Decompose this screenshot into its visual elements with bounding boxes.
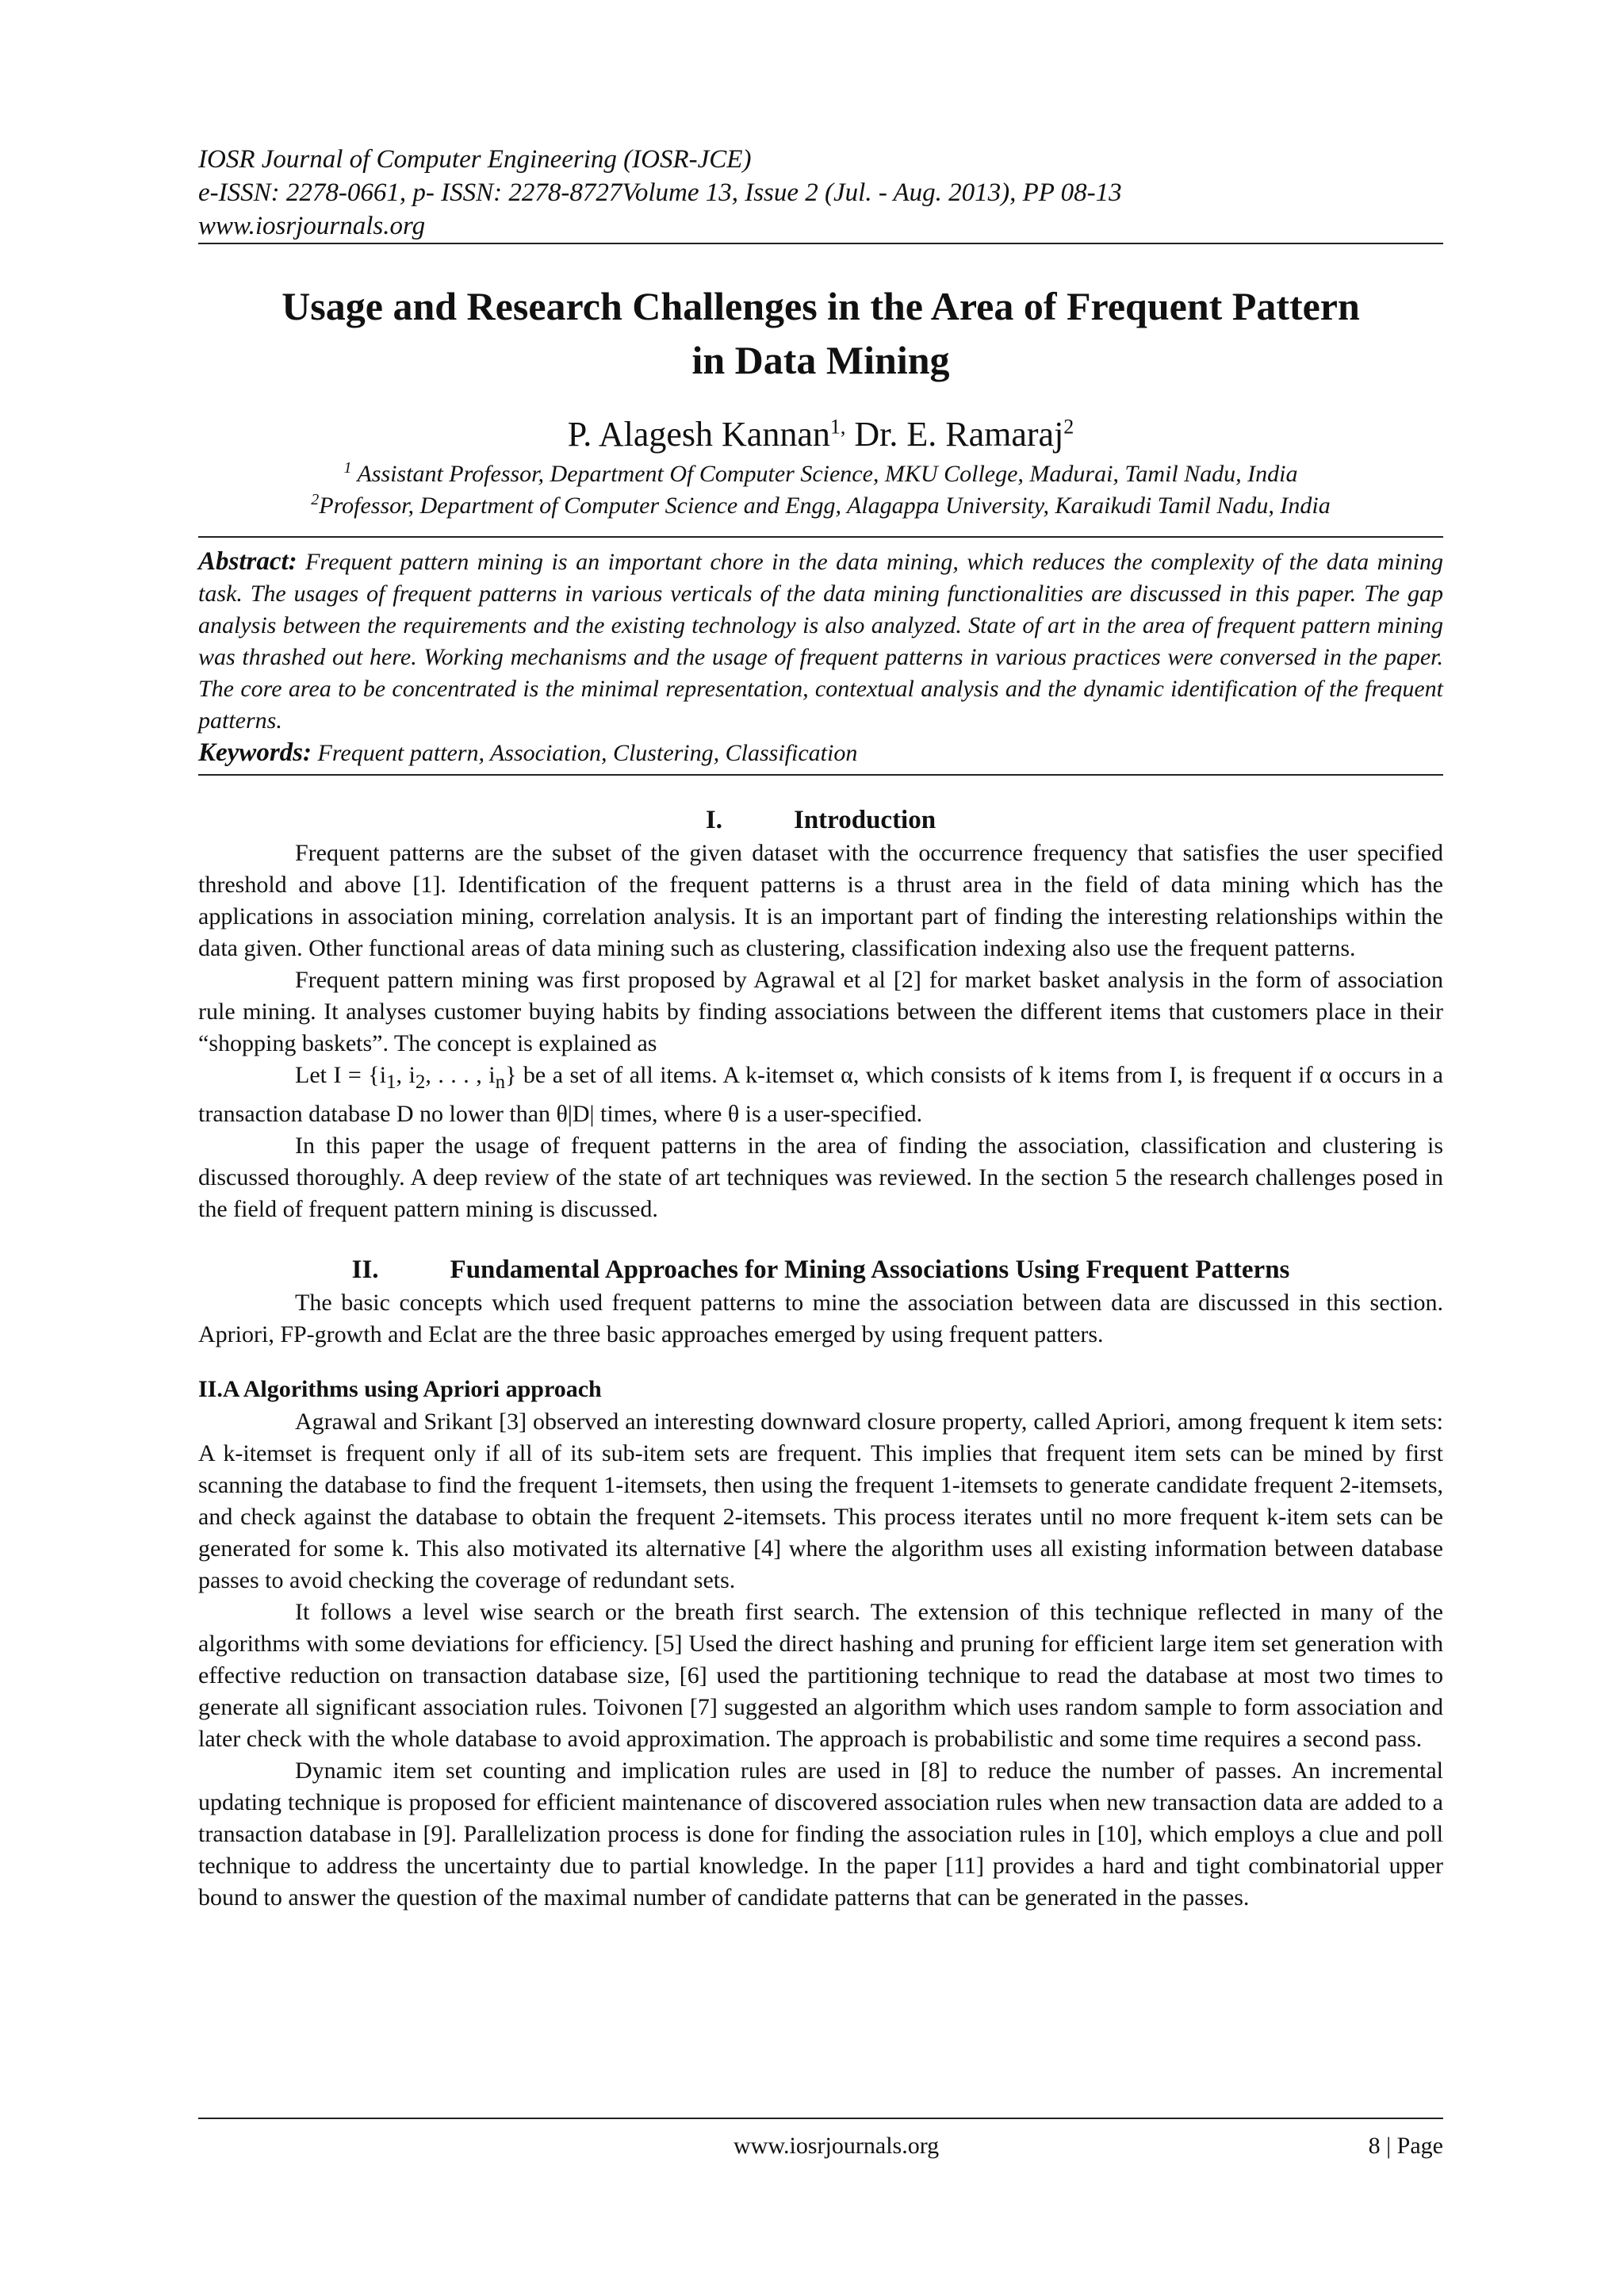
keywords	[198, 737, 1443, 769]
itemset-text: , . . . , i	[425, 1062, 496, 1088]
affiliation-1	[198, 458, 1443, 490]
abstract	[198, 546, 1443, 737]
authors	[198, 411, 1443, 458]
itemset-sub: n	[495, 1071, 506, 1093]
header-rule	[198, 243, 1443, 244]
subsection-2a-paragraph: Agrawal and Srikant [3] observed an interesting downward closure property, called Apriori, among frequent k item sets: A k-itemset is frequent only if all of its sub-item sets are frequent. This implies that frequent item sets can be mined by first scanning the database to find the frequent 1-itemsets, then using the frequent 1-itemsets to generate candidate frequent 2-itemsets, and check against the database to obtain the frequent 2-itemsets. This process iterates until no more frequent k-item sets can be generated for some k. This also motivated its alternative [4] where the algorithm uses all existing information between database passes to avoid checking the coverage of redundant sets.	[198, 1409, 1443, 1593]
section-1-paragraph: In this paper the usage of frequent patterns in the area of finding the association, classification and clustering is discussed thoroughly. A deep review of the state of art techniques was reviewed. In the section 5 the research challenges posed in the field of frequent pattern mining is discussed.	[198, 1133, 1443, 1222]
affiliation-2	[198, 490, 1443, 522]
section-2-heading	[198, 1252, 1443, 1287]
subsection-2a-paragraph: Dynamic item set counting and implication rules are used in [8] to reduce the number of passes. An incremental updating technique is proposed for efficient maintenance of discovered association rules when new transaction data are added to a transaction database in [9]. Parallelization process is done for finding the association rules in [10], which employs a clue and poll technique to address the uncertainty due to partial knowledge. In the paper [11] provides a hard and tight combinatorial upper bound to answer the question of the maximal number of candidate patterns that can be generated in the passes.	[198, 1757, 1443, 1911]
abstract-block	[198, 536, 1443, 776]
affiliation-1-sup: 1	[343, 459, 352, 477]
section-1-paragraph: Frequent patterns are the subset of the given dataset with the occurrence frequency that satisfies the user specified threshold and above [1]. Identification of the frequent patterns is a thrust area in the field of data mining which has the applications in association mining, correlation analysis. It is an important part of finding the interesting relationships within the data given. Other functional areas of data mining such as clustering, classification indexing also use the frequent patterns.	[198, 840, 1443, 961]
section-2-paragraph: The basic concepts which used frequent patterns to mine the association between data are discussed in this section. Apriori, FP-growth and Eclat are the three basic approaches emerged by using frequent patters.	[198, 1290, 1443, 1347]
affiliation-2-sup: 2	[311, 491, 320, 508]
section-2-num: II.	[351, 1255, 379, 1284]
author-2: Dr. E. Ramaraj	[845, 415, 1064, 454]
journal-header	[198, 143, 1443, 243]
itemset-text: , i	[396, 1062, 416, 1088]
itemset-text: Let I = {i	[295, 1062, 387, 1088]
abstract-label: Abstract:	[198, 547, 297, 576]
section-1-title: Introduction	[793, 806, 936, 834]
page-footer	[198, 2118, 1443, 2159]
abstract-text: Frequent pattern mining is an important chore in the data mining, which reduces the complexity of the data mining task. The usages of frequent patterns in various verticals of the data mining functionalities are discussed in this paper. The gap analysis between the requirements and the existing technology is also analyzed. State of art in the area of frequent pattern mining was thrashed out here. Working mechanisms and the usage of frequent patterns in various practices were conversed in the paper. The core area to be concentrated is the minimal representation, contextual analysis and the dynamic identification of the frequent patterns.	[198, 549, 1443, 734]
author-1-sup: 1,	[829, 415, 846, 439]
journal-name: IOSR Journal of Computer Engineering (IOSR-JCE)	[198, 145, 752, 174]
journal-issn: e-ISSN: 2278-0661, p- ISSN: 2278-8727Volume 13, Issue 2 (Jul. - Aug. 2013), PP 08-13	[198, 178, 1122, 207]
affiliation-2-text: Professor, Department of Computer Science and Engg, Alagappa University, Karaikudi Tamil Nadu, India	[319, 493, 1331, 519]
section-1-paragraph: Frequent pattern mining was first proposed by Agrawal et al [2] for market basket analysis in the form of association rule mining. It analyses customer buying habits by finding associations between the different items that customers place in their “shopping baskets”. The concept is explained as	[198, 967, 1443, 1056]
journal-website[interactable]: www.iosrjournals.org	[198, 212, 426, 240]
affiliation-1-text: Assistant Professor, Department Of Computer Science, MKU College, Madurai, Tamil Nadu, India	[351, 461, 1298, 487]
section-1-heading	[198, 803, 1443, 838]
itemset-sub: 1	[386, 1071, 396, 1093]
itemset-sub: 2	[415, 1071, 426, 1093]
paper-page	[198, 143, 1443, 1914]
section-1-num: I.	[705, 806, 722, 834]
keywords-text: Frequent pattern, Association, Clustering, Classification	[312, 740, 858, 766]
footer-page-number: 8 | Page	[1368, 2133, 1443, 2159]
keywords-label: Keywords:	[198, 738, 312, 767]
subsection-2a-paragraph: It follows a level wise search or the breath first search. The extension of this technique reflected in many of the algorithms with some deviations for efficiency. [5] Used the direct hashing and pruning for efficient large item set generation with effective reduction on transaction database size, [6] used the partitioning technique to read the database at most two times to generate all significant association rules. Toivonen [7] suggested an algorithm which uses random sample to form association and later check with the whole database to avoid approximation. The approach is probabilistic and some time requires a second pass.	[198, 1599, 1443, 1752]
author-1: P. Alagesh Kannan	[567, 415, 830, 454]
subsection-2a-heading: II.A Algorithms using Apriori approach	[198, 1376, 602, 1402]
author-2-sup: 2	[1063, 415, 1074, 439]
paper-title-line1: Usage and Research Challenges in the Area of Frequent Pattern	[282, 284, 1360, 328]
section-1-paragraph-itemset	[198, 1060, 1443, 1130]
footer-website[interactable]: www.iosrjournals.org	[733, 2133, 940, 2159]
paper-title-line2: in Data Mining	[691, 338, 950, 382]
section-2-title: Fundamental Approaches for Mining Associations Using Frequent Patterns	[450, 1255, 1290, 1284]
itemset-text: } be a set of all items. A k-itemset α, which consists of k items from I, is frequent if α occurs in a transaction database D no lower than θ|D| times, where θ is a user-specified.	[198, 1062, 1443, 1127]
paper-title	[198, 279, 1443, 387]
